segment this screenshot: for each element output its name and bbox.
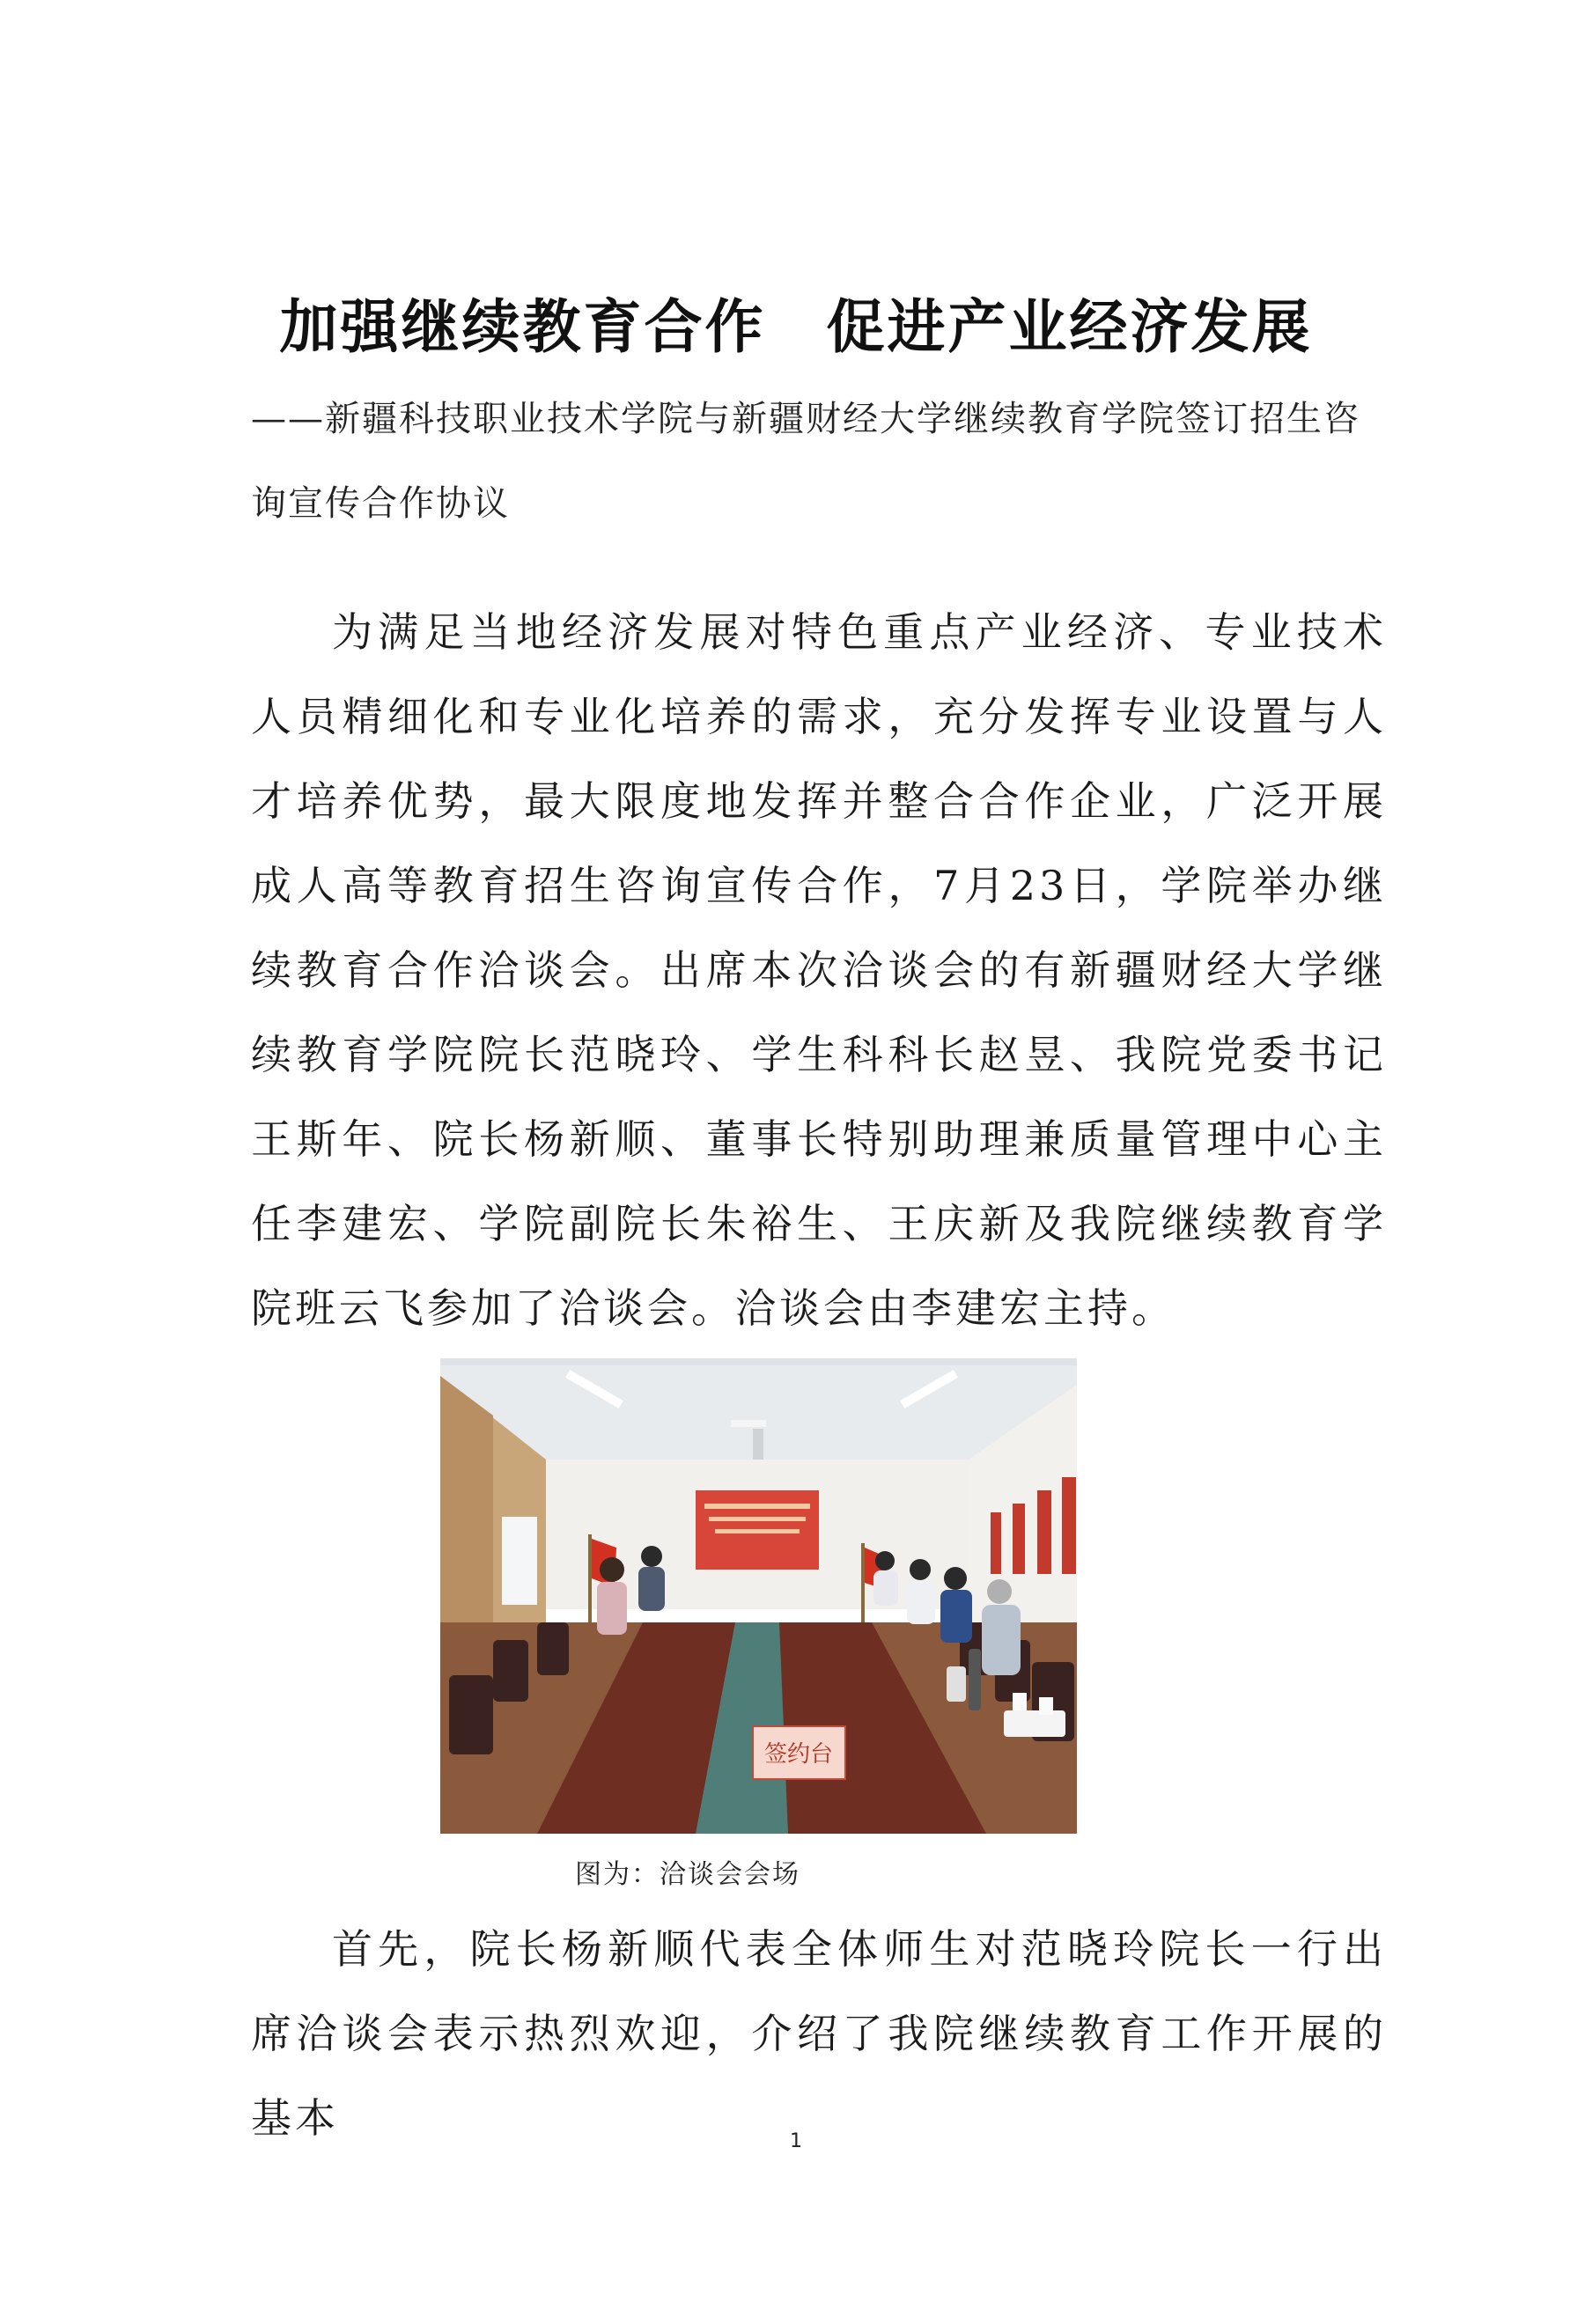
document-title: 加强继续教育合作 促进产业经济发展	[279, 293, 1313, 361]
photo-caption: 图为：洽谈会会场	[575, 1859, 800, 1890]
body-paragraph-2: 首先，院长杨新顺代表全体师生对范晓玲院长一行出席洽谈会表示热烈欢迎，介绍了我院继续教育工作开展的基本	[251, 1925, 1387, 2142]
document-subtitle: ——新疆科技职业技术学院与新疆财经大学继续教育学院签订招生咨询宣传合作协议	[251, 399, 1360, 524]
page-number: 1	[790, 2130, 802, 2152]
body-paragraph-1: 为满足当地经济发展对特色重点产业经济、专业技术人员精细化和专业化培养的需求，充分发挥专业设置与人才培养优势，最大限度地发挥并整合合作企业，广泛开展成人高等教育招生咨询宣传合作，7月23日，学院举办继续教育合作洽谈会。出席本次洽谈会的有新疆财经大学继续教育学院院长范晓玲、学生科科长赵昱、我院党委书记王斯年、院长杨新顺、董事长特别助理兼质量管理中心主任李建宏、学院副院长朱裕生、王庆新及我院继续教育学院班云飞参加了洽谈会。洽谈会由李建宏主持。	[251, 608, 1387, 1332]
sign-text: 签约台	[763, 1741, 834, 1768]
meeting-photo	[440, 1358, 1077, 1834]
